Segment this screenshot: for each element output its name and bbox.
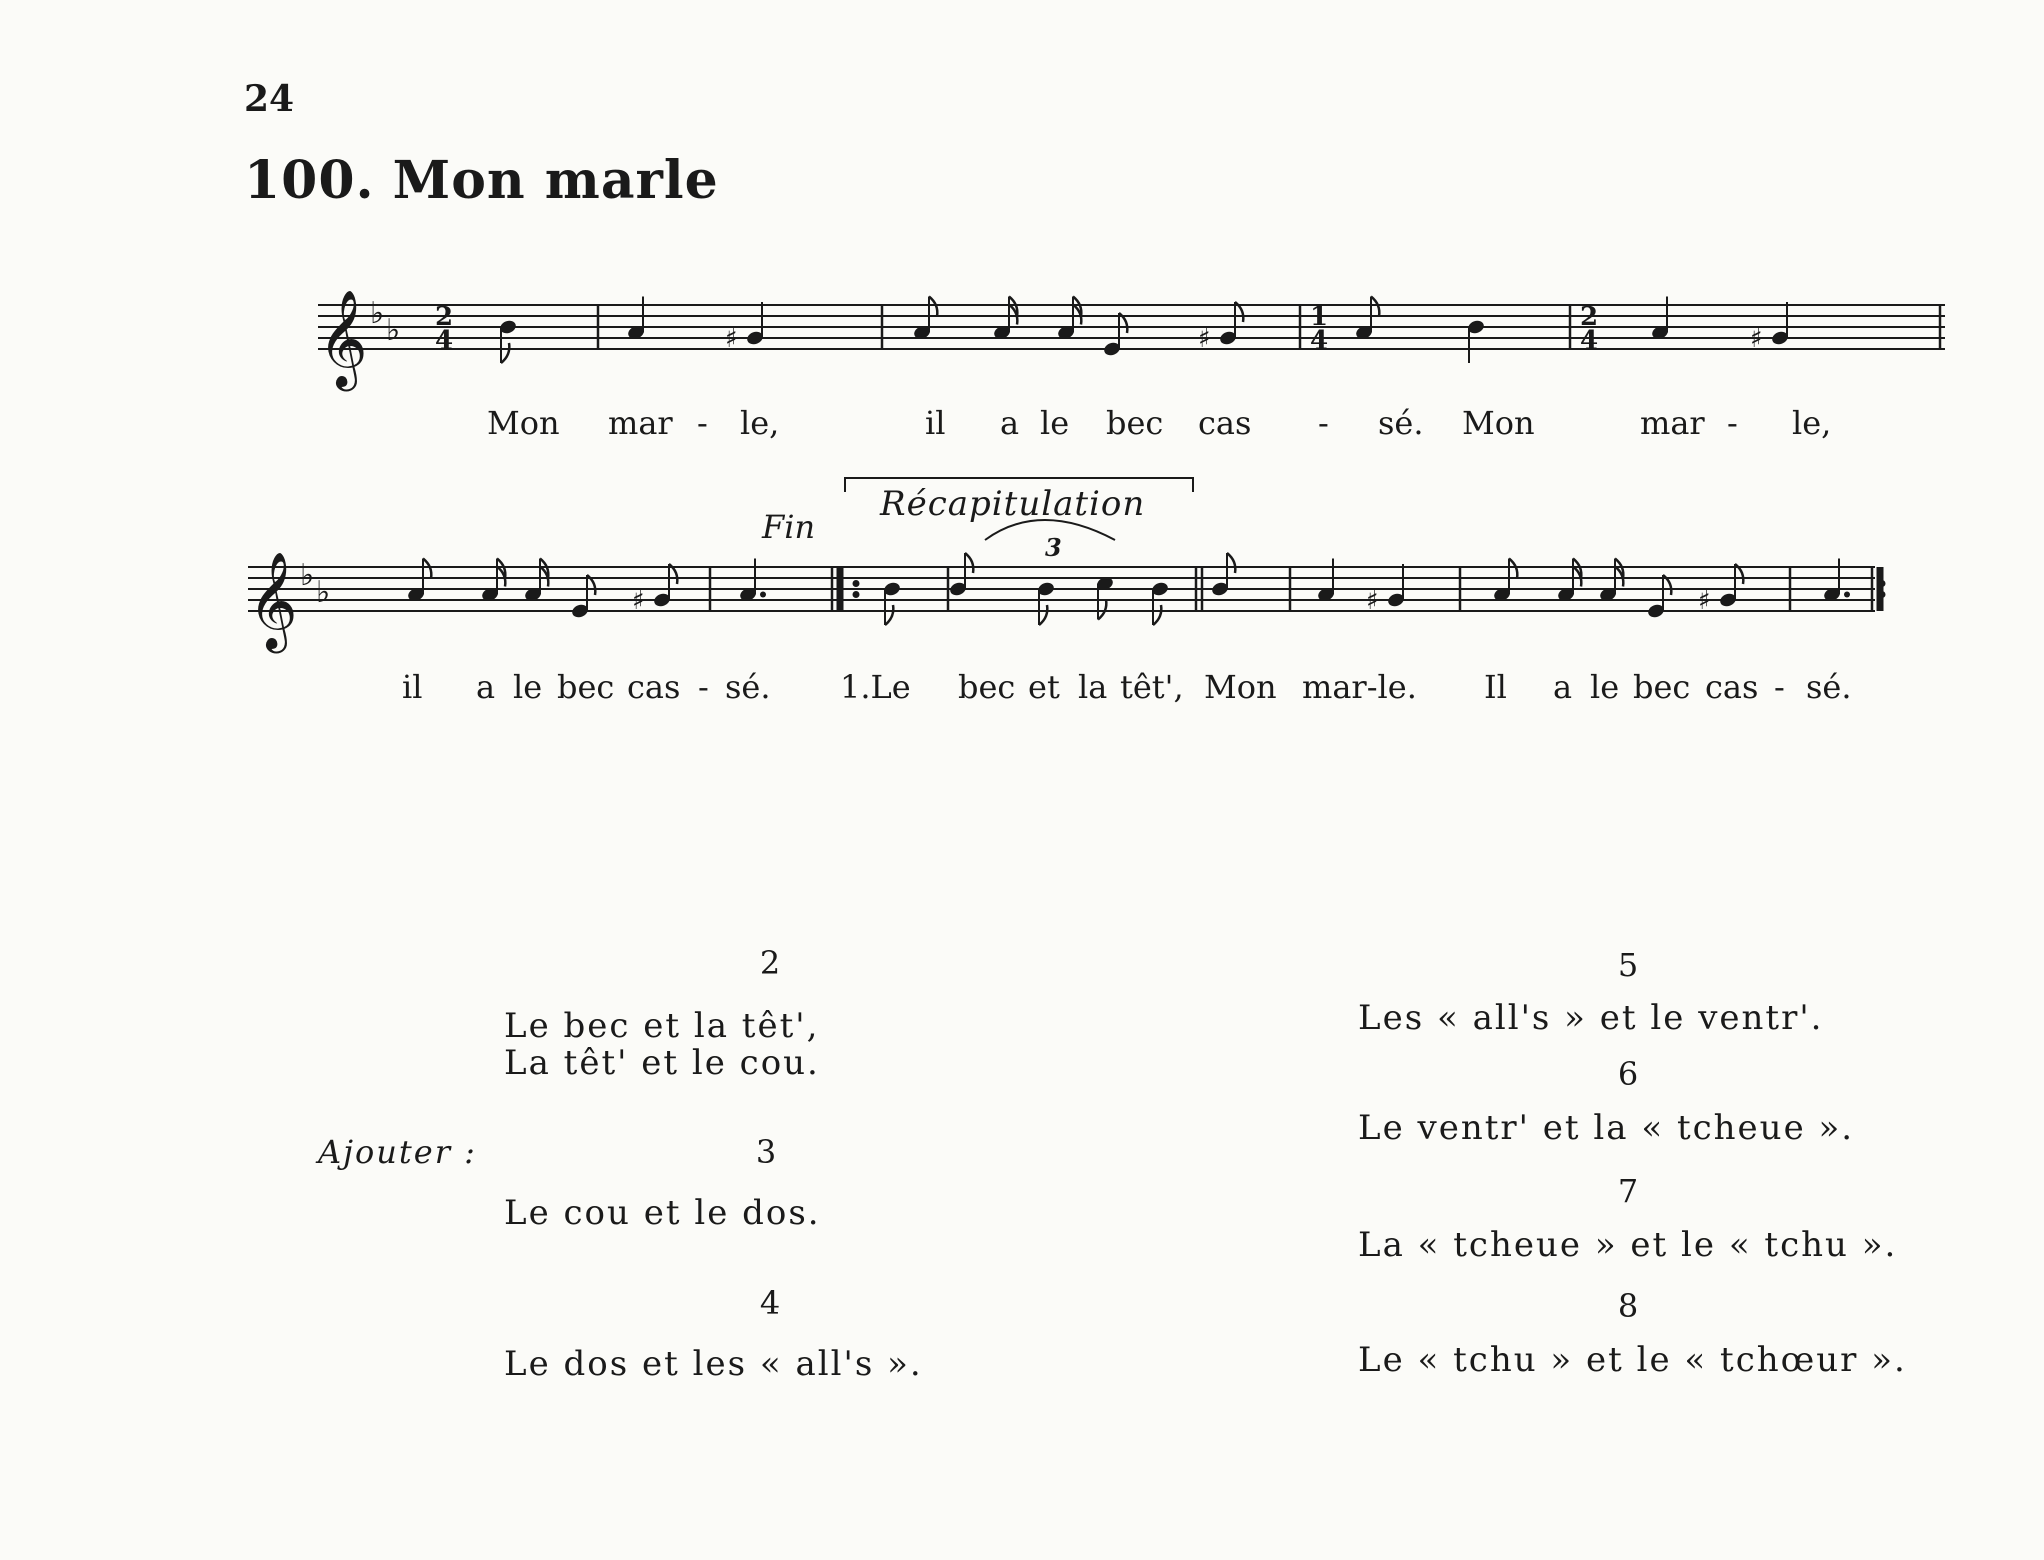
lyric-syllable: a [1000, 404, 1020, 442]
staff-system-1 [318, 289, 1945, 391]
note-flag [501, 343, 509, 363]
time-signature-denominator: 4 [435, 326, 454, 356]
lyric-syllable: a [1553, 668, 1573, 706]
lyric-syllable: bec [1106, 404, 1164, 442]
lyric-syllable: Mon [1204, 668, 1277, 706]
repeat-dot [853, 580, 860, 587]
lyric-syllable: bec [557, 668, 615, 706]
note-flag [1371, 297, 1379, 317]
lyric-syllable: et [1028, 668, 1060, 706]
page-number: 24 [244, 78, 295, 120]
recapitulation-label: Récapitulation [880, 484, 1146, 524]
verse-number: 3 [755, 1133, 777, 1171]
lyric-syllable: - [1727, 404, 1738, 442]
repeat-dot [853, 591, 860, 598]
key-flat-b: ♭ [300, 558, 315, 593]
lyric-syllable: la [1078, 668, 1108, 706]
lyric-syllable: Il [1484, 668, 1507, 706]
sharp-sign: ♯ [632, 586, 645, 616]
song-title-text: Mon marle [392, 150, 719, 211]
lyric-syllable: cas [1705, 668, 1759, 706]
lyric-syllable: Mon [487, 404, 560, 442]
note-flag [929, 297, 937, 317]
lyric-syllable: - [1318, 404, 1329, 442]
sharp-sign: ♯ [1366, 586, 1379, 616]
treble-clef: 𝄞 [318, 289, 368, 387]
verse-number: 6 [1617, 1055, 1639, 1093]
lyric-syllable: bec [1633, 668, 1691, 706]
lyric-syllable: - [1774, 668, 1785, 706]
time-signature-numerator: 2 [435, 302, 454, 332]
augmentation-dot [760, 592, 766, 598]
verse-line: Le cou et le dos. [504, 1193, 821, 1233]
lyric-syllable: - [698, 668, 709, 706]
lyric-syllable: le [513, 668, 543, 706]
lyric-syllable: 1.Le [840, 668, 911, 706]
verse-line: Le « tchu » et le « tchœur ». [1358, 1340, 1907, 1380]
lyric-syllable: mar [1640, 404, 1705, 442]
lyric-syllable: le, [1792, 404, 1832, 442]
verse-line: La têt' et le cou. [504, 1043, 820, 1083]
time-signature-numerator: 1 [1310, 302, 1329, 332]
sharp-sign: ♯ [1750, 324, 1763, 354]
verse-number: 8 [1617, 1287, 1639, 1325]
verse-line: Le ventr' et la « tcheue ». [1358, 1108, 1855, 1148]
ajouter-label: Ajouter : [318, 1133, 477, 1171]
key-flat-b: ♭ [370, 296, 385, 331]
note-flag [965, 553, 973, 573]
lyric-syllable: mar [608, 404, 673, 442]
sharp-sign: ♯ [1198, 324, 1211, 354]
lyric-syllable: a [476, 668, 496, 706]
note-flag [423, 559, 431, 579]
lyric-syllable: sé. [1806, 668, 1852, 706]
lyric-syllable: bec [958, 668, 1016, 706]
note-flag [1509, 559, 1517, 579]
note-flag [1039, 605, 1047, 625]
lyric-syllable: sé. [1378, 404, 1424, 442]
verse-number: 5 [1617, 946, 1639, 984]
time-signature-denominator: 4 [1580, 326, 1599, 356]
key-flat-e: ♭ [386, 313, 401, 348]
verse-number: 2 [759, 944, 781, 982]
treble-clef: 𝄞 [248, 551, 298, 649]
lyric-syllable: le [1590, 668, 1620, 706]
key-flat-e: ♭ [316, 575, 331, 610]
verse-line: Le dos et les « all's ». [504, 1344, 923, 1384]
lyric-syllable: il [925, 404, 946, 442]
lyric-syllable: sé. [725, 668, 771, 706]
note-flag [1227, 553, 1235, 573]
time-signature-numerator: 2 [1580, 302, 1599, 332]
fin-marking: Fin [762, 508, 816, 546]
lyric-syllable: mar-le. [1302, 668, 1417, 706]
verse-line: Les « all's » et le ventr'. [1358, 998, 1824, 1038]
lyric-syllable: Mon [1462, 404, 1535, 442]
lyric-syllable: - [697, 404, 708, 442]
time-signature-denominator: 4 [1310, 326, 1329, 356]
verse-line: Le bec et la têt', [504, 1006, 820, 1046]
lyric-syllable: le, [740, 404, 780, 442]
triplet-number: 3 [1045, 533, 1062, 562]
verse-number: 4 [759, 1284, 781, 1322]
lyric-syllable: le [1040, 404, 1070, 442]
sharp-sign: ♯ [1698, 586, 1711, 616]
lyric-syllable: cas [627, 668, 681, 706]
lyric-syllable: il [402, 668, 423, 706]
note-flag [1153, 605, 1161, 625]
song-number: 100. [244, 150, 375, 211]
verse-line: La « tcheue » et le « tchu ». [1358, 1225, 1898, 1265]
augmentation-dot [1844, 592, 1850, 598]
note-flag [885, 605, 893, 625]
lyric-syllable: cas [1198, 404, 1252, 442]
sharp-sign: ♯ [725, 324, 738, 354]
verse-number: 7 [1617, 1172, 1639, 1210]
lyric-syllable: têt', [1120, 668, 1184, 706]
note-flag [1098, 600, 1106, 620]
